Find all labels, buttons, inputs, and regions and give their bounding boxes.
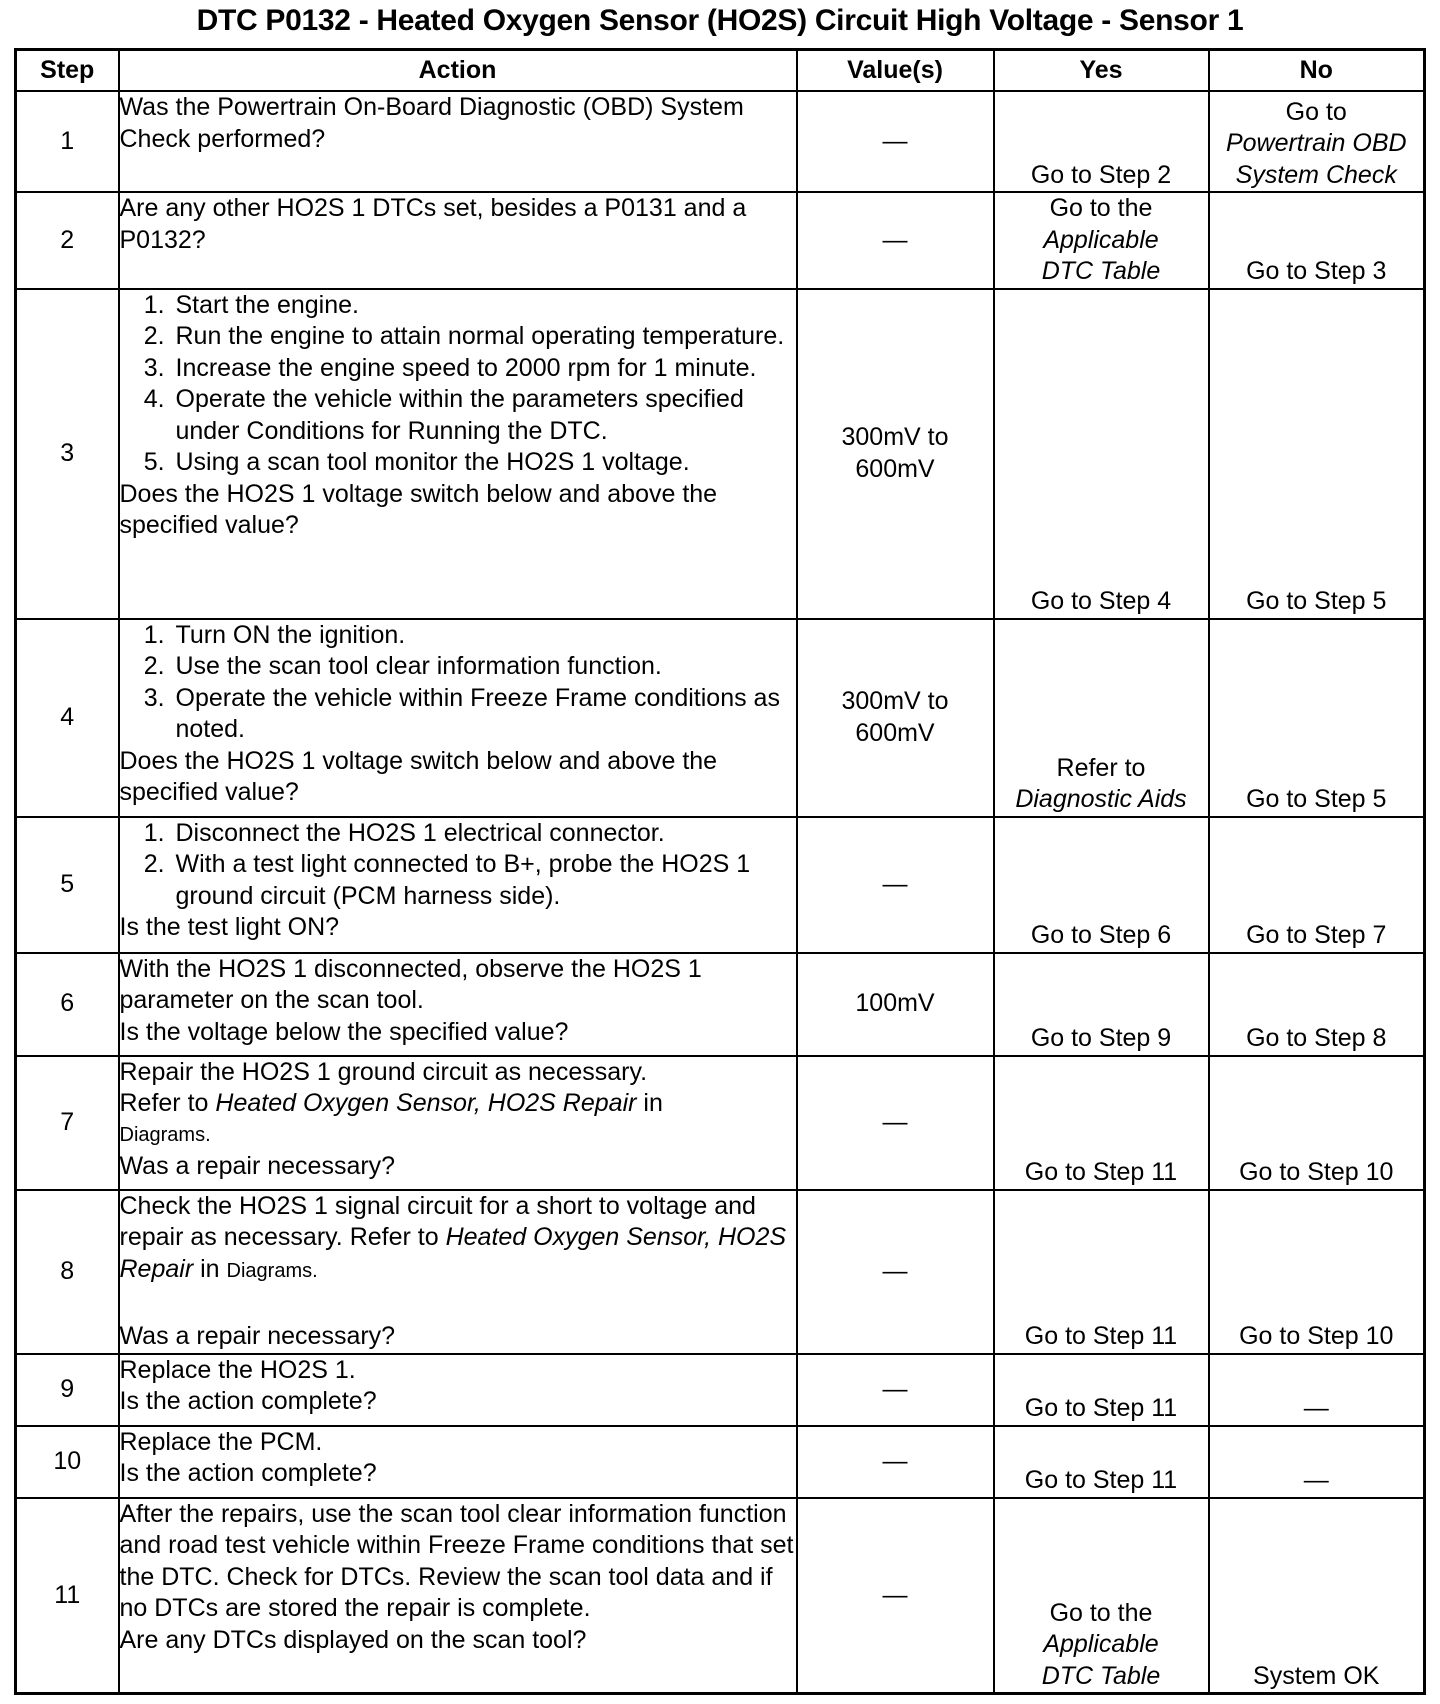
no-cell xyxy=(1209,289,1425,619)
value-cell: 100mV xyxy=(797,953,994,1056)
value-cell xyxy=(797,289,994,619)
table-row xyxy=(16,953,1425,1056)
substep: 3. Operate the vehicle within Freeze Frame conditions as noted. xyxy=(172,683,796,746)
value-text: 600mV xyxy=(855,454,935,483)
action-text: After the repairs, use the scan tool clear information function and road test vehicle within Freeze Frame conditions that set the DTC. Check for DTCs. Review the scan tool data and if no DTCs are stored the repair is complete. xyxy=(119,1499,794,1622)
action-cell xyxy=(119,817,797,953)
yes-cell xyxy=(994,1056,1209,1190)
table-row xyxy=(16,192,1425,289)
value-cell: — xyxy=(797,192,994,289)
substep: 1. Disconnect the HO2S 1 electrical connector. xyxy=(172,818,796,850)
reference-manual: Diagrams. xyxy=(226,1259,318,1282)
action-text: With the HO2S 1 disconnected, observe the HO2S 1 parameter on the scan tool. xyxy=(119,954,702,1014)
action-text: Replace the HO2S 1. xyxy=(119,1355,356,1384)
action-text: Was the Powertrain On-Board Diagnostic (OBD) System Check performed? xyxy=(119,93,744,153)
reference-title: Heated Oxygen Sensor, HO2S Repair xyxy=(119,1223,787,1283)
step-number: 4 xyxy=(16,619,119,817)
substep: 4. Operate the vehicle within the parameters specified under Conditions for Running the DTC. xyxy=(172,384,796,447)
action-text: Replace the PCM. xyxy=(119,1427,323,1456)
table-row xyxy=(16,1354,1425,1426)
no-text: — xyxy=(1303,1394,1329,1422)
action-cell xyxy=(119,91,797,192)
no-text: Go to Step 7 xyxy=(1246,921,1387,949)
no-text: Go to Step 8 xyxy=(1246,1024,1387,1052)
yes-cell xyxy=(994,619,1209,817)
substep: 3. Increase the engine speed to 2000 rpm for 1 minute. xyxy=(172,353,796,385)
no-cell xyxy=(1209,817,1425,953)
substep: 2. Run the engine to attain normal operating temperature. xyxy=(172,321,796,353)
no-text: Go to xyxy=(1285,97,1347,126)
dtc-diagnostic-table xyxy=(14,48,1426,1695)
yes-reference: DTC Table xyxy=(1041,1661,1161,1690)
value-cell: — xyxy=(797,1498,994,1694)
yes-text: Go to Step 11 xyxy=(1024,1158,1178,1186)
yes-reference: Applicable xyxy=(1043,225,1159,254)
no-cell xyxy=(1209,953,1425,1056)
no-text: Go to Step 10 xyxy=(1239,1158,1394,1186)
value-text: 600mV xyxy=(855,718,935,747)
value-cell: — xyxy=(797,1354,994,1426)
yes-cell xyxy=(994,1498,1209,1694)
yes-text: Go to Step 9 xyxy=(1030,1024,1172,1052)
no-cell xyxy=(1209,619,1425,817)
yes-text: Refer to xyxy=(1056,753,1146,782)
action-question: Are any DTCs displayed on the scan tool? xyxy=(119,1625,587,1654)
substep-list xyxy=(120,818,796,913)
yes-reference: DTC Table xyxy=(1041,257,1161,285)
yes-text: Go to Step 6 xyxy=(1030,921,1172,949)
step-number: 7 xyxy=(16,1056,119,1190)
yes-text: Go to the xyxy=(1049,1598,1153,1627)
action-text: Check the HO2S 1 signal circuit for a short to voltage and repair as necessary. xyxy=(119,1191,756,1251)
table-row xyxy=(16,817,1425,953)
action-text: Repair the HO2S 1 ground circuit as necessary. xyxy=(119,1057,648,1086)
action-cell xyxy=(119,1354,797,1426)
no-text: Go to Step 5 xyxy=(1246,587,1387,615)
no-reference: Powertrain OBD xyxy=(1225,129,1407,157)
action-question: Was a repair necessary? xyxy=(119,1152,396,1180)
table-row xyxy=(16,289,1425,619)
reference-prefix: Refer to xyxy=(349,1223,439,1251)
no-cell xyxy=(1209,192,1425,289)
yes-reference: Applicable xyxy=(1043,1630,1159,1658)
action-cell xyxy=(119,1426,797,1498)
yes-cell xyxy=(994,953,1209,1056)
reference-suffix: in xyxy=(200,1254,220,1283)
step-number: 8 xyxy=(16,1190,119,1354)
value-cell xyxy=(797,619,994,817)
header-yes: Yes xyxy=(994,50,1209,92)
step-number: 1 xyxy=(16,91,119,192)
value-cell: — xyxy=(797,1426,994,1498)
no-cell xyxy=(1209,91,1425,192)
yes-text: Go to Step 4 xyxy=(1030,587,1172,615)
no-text: Go to Step 5 xyxy=(1246,785,1387,813)
action-question: Does the HO2S 1 voltage switch below and above the specified value? xyxy=(119,746,718,806)
action-question: Is the test light ON? xyxy=(119,913,340,941)
step-number: 2 xyxy=(16,192,119,289)
no-text: Go to Step 10 xyxy=(1239,1322,1394,1350)
no-reference: System Check xyxy=(1235,160,1397,189)
substep: 1. Turn ON the ignition. xyxy=(172,620,796,652)
yes-reference: Diagnostic Aids xyxy=(1015,785,1187,813)
reference-suffix: in xyxy=(643,1089,663,1117)
action-cell xyxy=(119,289,797,619)
header-action: Action xyxy=(119,50,797,92)
step-number: 9 xyxy=(16,1354,119,1426)
table-row xyxy=(16,619,1425,817)
action-question: Was a repair necessary? xyxy=(119,1322,396,1350)
action-reference xyxy=(120,1088,796,1120)
reference-manual: Diagrams. xyxy=(119,1123,211,1146)
table-row xyxy=(16,1498,1425,1694)
yes-text: Go to Step 11 xyxy=(1024,1466,1178,1494)
yes-cell xyxy=(994,192,1209,289)
no-text: Go to Step 3 xyxy=(1246,257,1387,285)
table-header-row xyxy=(16,50,1425,92)
value-cell: — xyxy=(797,1190,994,1354)
table-row xyxy=(16,1426,1425,1498)
action-question: Is the voltage below the specified value? xyxy=(119,1017,569,1046)
action-cell xyxy=(119,619,797,817)
substep-list xyxy=(120,620,796,746)
reference-prefix: Refer to xyxy=(119,1089,209,1117)
action-cell xyxy=(119,1056,797,1190)
value-text: 300mV to xyxy=(841,687,949,715)
yes-text: Go to Step 11 xyxy=(1024,1394,1178,1422)
step-number: 6 xyxy=(16,953,119,1056)
action-question: Is the action complete? xyxy=(119,1387,377,1415)
yes-cell xyxy=(994,289,1209,619)
no-text: — xyxy=(1303,1466,1329,1494)
header-value: Value(s) xyxy=(797,50,994,92)
substep: 1. Start the engine. xyxy=(172,290,796,322)
no-cell xyxy=(1209,1354,1425,1426)
table-row xyxy=(16,1056,1425,1190)
value-cell: — xyxy=(797,817,994,953)
page-title: DTC P0132 - Heated Oxygen Sensor (HO2S) Circuit High Voltage - Sensor 1 xyxy=(196,4,1244,37)
step-number: 10 xyxy=(16,1426,119,1498)
header-no: No xyxy=(1209,50,1425,92)
no-text: System OK xyxy=(1253,1661,1380,1690)
table-row xyxy=(16,91,1425,192)
yes-text: Go to Step 11 xyxy=(1024,1322,1178,1350)
yes-cell xyxy=(994,1354,1209,1426)
step-number: 3 xyxy=(16,289,119,619)
action-cell xyxy=(119,192,797,289)
substep: 2. Use the scan tool clear information function. xyxy=(172,651,796,683)
value-cell: — xyxy=(797,1056,994,1190)
header-step: Step xyxy=(16,50,119,92)
step-number: 11 xyxy=(16,1498,119,1694)
action-cell xyxy=(119,1498,797,1694)
substep: 2. With a test light connected to B+, probe the HO2S 1 ground circuit (PCM harness side). xyxy=(172,849,796,912)
step-number: 5 xyxy=(16,817,119,953)
yes-text: Go to Step 2 xyxy=(1030,160,1172,189)
action-question: Is the action complete? xyxy=(119,1459,377,1487)
yes-cell xyxy=(994,817,1209,953)
yes-text: Go to the xyxy=(1049,194,1153,222)
substep-list xyxy=(120,290,796,479)
table-row xyxy=(16,1190,1425,1354)
no-cell xyxy=(1209,1498,1425,1694)
substep: 5. Using a scan tool monitor the HO2S 1 voltage. xyxy=(172,447,796,479)
no-cell xyxy=(1209,1190,1425,1354)
value-cell: — xyxy=(797,91,994,192)
no-cell xyxy=(1209,1426,1425,1498)
action-cell xyxy=(119,1190,797,1354)
yes-cell xyxy=(994,1190,1209,1354)
no-cell xyxy=(1209,1056,1425,1190)
reference-title: Heated Oxygen Sensor, HO2S Repair xyxy=(215,1089,637,1117)
action-text: Are any other HO2S 1 DTCs set, besides a P0131 and a P0132? xyxy=(119,194,747,254)
action-cell xyxy=(119,953,797,1056)
value-text: 300mV to xyxy=(841,423,949,451)
yes-cell xyxy=(994,1426,1209,1498)
action-question: Does the HO2S 1 voltage switch below and above the specified value? xyxy=(119,479,718,539)
yes-cell xyxy=(994,91,1209,192)
